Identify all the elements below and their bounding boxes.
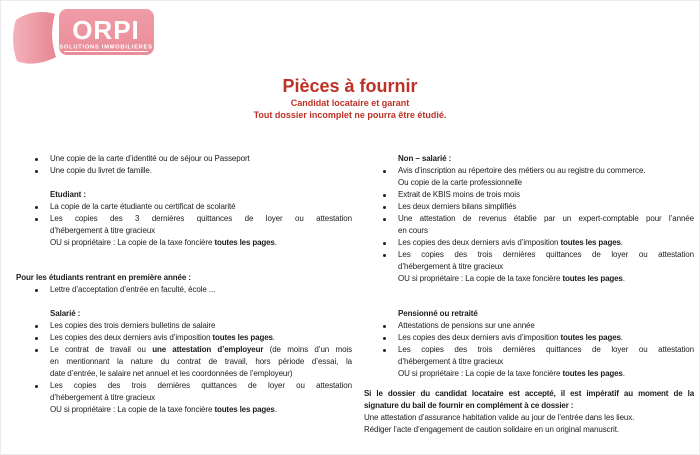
text: . — [620, 238, 623, 247]
text: . — [620, 333, 623, 342]
section — [16, 272, 352, 296]
text: Les copies des trois dernières quittances de loyer ou attestation — [398, 345, 694, 354]
bold-text: toutes les pages — [562, 369, 623, 378]
text-line — [364, 412, 694, 424]
page-notice: Tout dossier incomplet ne pourra être étudié. — [253, 110, 447, 120]
document-header — [1, 76, 699, 121]
list-item — [16, 213, 352, 237]
bold-text: une attestation d’employeur — [152, 345, 264, 354]
text-line — [398, 177, 694, 189]
text: Ou copie de la carte professionnelle — [398, 178, 523, 187]
text: . — [272, 333, 275, 342]
bullet-icon — [35, 218, 38, 221]
bullet-icon — [35, 385, 38, 388]
section-heading: Non – salarié : — [398, 154, 452, 163]
orpi-logo-graphic — [9, 8, 155, 68]
orpi-logo — [9, 8, 155, 68]
text: Les copies des deux derniers avis d’imposition — [398, 333, 561, 342]
text: Extrait de KBIS moins de trois mois — [398, 190, 520, 199]
text: Les copies des trois dernières quittances de loyer ou attestation — [50, 381, 352, 390]
list-item — [16, 332, 352, 344]
bullet-icon — [35, 206, 38, 209]
bullet-icon — [383, 206, 386, 209]
text: d’hébergement à titre gracieux — [398, 262, 504, 271]
text: OU si propriétaire : La copie de la taxe foncière — [398, 274, 563, 283]
text-line — [50, 368, 352, 380]
right-column — [364, 153, 694, 436]
list-item — [364, 237, 694, 249]
text: Les copies des deux derniers avis d’imposition — [398, 238, 561, 247]
text-line — [50, 201, 352, 213]
text-line — [398, 320, 694, 332]
bold-text: toutes les pages — [562, 274, 623, 283]
text-line — [398, 344, 694, 356]
text: d’hébergement à titre gracieux — [398, 357, 504, 366]
list-item — [364, 177, 694, 189]
list-item — [364, 320, 694, 332]
text-line — [398, 368, 694, 380]
text: (de moins d’un mois — [263, 345, 352, 354]
section-heading: Pour les étudiants rentrant en première année : — [16, 273, 191, 282]
section — [16, 308, 352, 416]
text: OU si propriétaire : La copie de la taxe foncière — [50, 238, 215, 247]
bullet-icon — [35, 349, 38, 352]
page-title: Pièces à fournir — [282, 76, 418, 96]
section-heading: Pensionné ou retraité — [398, 309, 478, 318]
text: . — [622, 274, 625, 283]
text-line — [398, 189, 694, 201]
section — [16, 153, 352, 177]
text-line — [398, 249, 694, 261]
list-item — [16, 404, 352, 416]
text-line — [50, 213, 352, 225]
bold-text: toutes les pages — [560, 333, 621, 342]
text: Avis d’inscription au répertoire des métiers ou au registre du commerce. — [398, 166, 646, 175]
list-item — [364, 368, 694, 380]
list-item — [364, 412, 694, 424]
bold-text: toutes les pages — [212, 333, 273, 342]
tagline-underline — [64, 51, 148, 52]
list-item — [16, 320, 352, 332]
bold-text: signature du bail de fournir en complément à ce dossier : — [364, 401, 574, 410]
list-item — [364, 189, 694, 201]
text-line — [398, 201, 694, 213]
text-line — [50, 237, 352, 249]
text-line — [398, 237, 694, 249]
section — [16, 189, 352, 249]
text: Rédiger l’acte d’engagement de caution solidaire en un original manuscrit. — [364, 425, 619, 434]
text-line — [364, 388, 694, 400]
text: Une copie de la carte d’identité ou de séjour ou Passeport — [50, 154, 250, 163]
text-line — [50, 404, 352, 416]
section-heading: Salarié : — [50, 309, 81, 318]
text-line — [50, 356, 352, 368]
text: Les copies des 3 dernières quittances de loyer ou attestation — [50, 214, 352, 223]
brand-text: ORPI — [72, 15, 140, 45]
list-item — [16, 153, 352, 165]
bullet-icon — [383, 170, 386, 173]
text-line — [398, 165, 694, 177]
text-line — [50, 225, 352, 237]
text-line — [398, 356, 694, 368]
text: en cours — [398, 226, 428, 235]
section — [364, 388, 694, 436]
page-subtitle: Candidat locataire et garant — [290, 98, 410, 108]
bullet-icon — [383, 337, 386, 340]
text: . — [622, 369, 625, 378]
bullet-icon — [383, 349, 386, 352]
text: Une copie du livret de famille. — [50, 166, 152, 175]
text: Attestations de pensions sur une année — [398, 321, 535, 330]
list-item — [16, 237, 352, 249]
tagline-text: SOLUTIONS IMMOBILIERES — [59, 44, 153, 51]
bold-text: Si le dossier du candidat locataire est accepté, il est impératif au moment de la — [364, 389, 694, 398]
text-line — [50, 153, 352, 165]
bullet-icon — [383, 242, 386, 245]
bullet-icon — [383, 254, 386, 257]
bullet-icon — [383, 325, 386, 328]
list-item — [364, 332, 694, 344]
text-line — [50, 165, 352, 177]
text: d’hébergement à titre gracieux — [50, 226, 156, 235]
list-item — [364, 213, 694, 237]
list-item — [364, 165, 694, 177]
list-item — [16, 344, 352, 380]
text-line — [50, 320, 352, 332]
bullet-icon — [35, 337, 38, 340]
list-item — [364, 249, 694, 273]
text: d’hébergement à titre gracieux — [50, 393, 156, 402]
list-item — [364, 273, 694, 285]
text: Les copies des trois derniers bulletins de salaire — [50, 321, 216, 330]
text: La copie de la carte étudiante ou certificat de scolarité — [50, 202, 236, 211]
list-item — [16, 201, 352, 213]
text: Une attestation d’assurance habitation valide au jour de l’entrée dans les lieux. — [364, 413, 635, 422]
list-item — [16, 284, 352, 296]
left-column — [16, 153, 352, 416]
text-line — [398, 273, 694, 285]
text-line — [50, 380, 352, 392]
text-line — [50, 392, 352, 404]
section — [364, 308, 694, 380]
bullet-icon — [35, 170, 38, 173]
text: . — [274, 238, 277, 247]
text-line — [50, 284, 352, 296]
text: Les copies des trois dernières quittances de loyer ou attestation — [398, 250, 694, 259]
bullet-icon — [35, 289, 38, 292]
text-line — [398, 332, 694, 344]
text-line — [398, 261, 694, 273]
text: Les copies des deux derniers avis d’imposition — [50, 333, 213, 342]
text: date d’entrée, le salaire net annuel et les coordonnées de l’employeur) — [50, 369, 293, 378]
bullet-icon — [35, 325, 38, 328]
ribbon-tail — [13, 12, 56, 64]
bullet-icon — [35, 158, 38, 161]
text-line — [364, 400, 694, 412]
list-item — [364, 388, 694, 412]
section — [364, 153, 694, 285]
text-line — [364, 424, 694, 436]
text: Lettre d’acceptation d’entrée en faculté, école ... — [50, 285, 216, 294]
text: Le contrat de travail ou — [50, 345, 153, 354]
text: Une attestation de revenus établie par un expert-comptable pour l’année — [398, 214, 694, 223]
section-heading: Etudiant : — [50, 190, 86, 199]
text-line — [50, 332, 352, 344]
text: OU si propriétaire : La copie de la taxe foncière — [398, 369, 563, 378]
bold-text: toutes les pages — [214, 405, 275, 414]
list-item — [364, 424, 694, 436]
text: . — [274, 405, 277, 414]
list-item — [16, 165, 352, 177]
list-item — [16, 380, 352, 404]
list-item — [364, 344, 694, 368]
bullet-icon — [383, 194, 386, 197]
bold-text: toutes les pages — [560, 238, 621, 247]
bullet-icon — [383, 218, 386, 221]
text: en mentionnant la nature du contrat de travail, hors période d’essai, la — [50, 357, 352, 366]
text-line — [50, 344, 352, 356]
text-line — [398, 225, 694, 237]
text: OU si propriétaire : La copie de la taxe foncière — [50, 405, 215, 414]
bold-text: toutes les pages — [214, 238, 275, 247]
text: Les deux derniers bilans simplifiés — [398, 202, 517, 211]
text-line — [398, 213, 694, 225]
list-item — [364, 201, 694, 213]
